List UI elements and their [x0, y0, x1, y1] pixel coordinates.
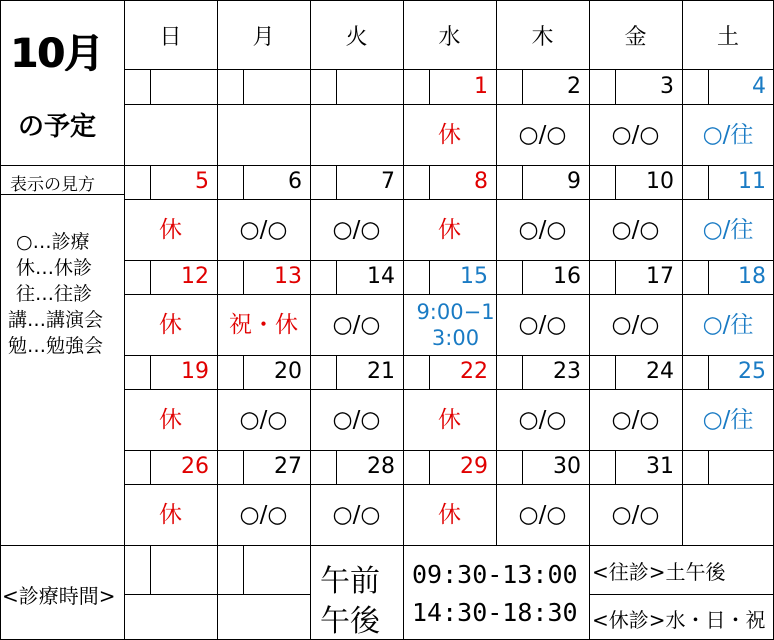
day-status: ○/○	[332, 501, 381, 528]
legend-item-housecall: 往…往診	[16, 283, 93, 305]
day-number: 30	[553, 454, 581, 479]
grid-vline	[243, 450, 244, 484]
day-status	[217, 104, 310, 165]
grid-vline	[124, 545, 125, 640]
grid-hline	[124, 260, 774, 261]
grid-vline	[124, 0, 125, 545]
grid-vline	[217, 545, 218, 640]
grid-vline	[336, 450, 337, 484]
grid-hline	[124, 165, 774, 166]
grid-vline	[496, 0, 497, 545]
grid-hline	[124, 355, 774, 356]
grid-hline	[124, 389, 774, 390]
grid-vline	[522, 450, 523, 484]
grid-vline	[336, 70, 337, 104]
pm-time: 14:30-18:30	[412, 598, 578, 627]
grid-vline	[682, 0, 683, 545]
grid-vline	[429, 355, 430, 389]
day-status: ○/往	[702, 121, 754, 148]
day-number: 15	[460, 264, 488, 289]
legend-item-consult: ○…診療	[16, 231, 90, 253]
grid-vline	[522, 165, 523, 199]
day-number: 17	[646, 264, 674, 289]
month-subtitle: の予定	[18, 112, 97, 142]
day-number: 19	[181, 359, 209, 384]
grid-vline	[615, 355, 616, 389]
hours-label: <診療時間>	[2, 584, 116, 608]
grid-vline	[522, 70, 523, 104]
day-status: ○/○	[611, 121, 660, 148]
am-label: 午前	[320, 564, 380, 599]
day-number: 14	[367, 264, 395, 289]
day-number: 28	[367, 454, 395, 479]
grid-vline	[708, 355, 709, 389]
grid-vline	[150, 450, 151, 484]
grid-vline	[243, 260, 244, 294]
day-status: 休	[438, 121, 461, 148]
grid-vline	[336, 165, 337, 199]
grid-hline	[124, 594, 310, 595]
grid-vline	[243, 165, 244, 199]
day-status: 休	[438, 406, 461, 433]
grid-hline	[124, 450, 774, 451]
grid-vline	[708, 165, 709, 199]
day-status: ○/○	[239, 406, 288, 433]
grid-vline	[150, 165, 151, 199]
grid-vline	[589, 0, 590, 545]
grid-vline	[336, 260, 337, 294]
day-status: 祝・休	[229, 311, 298, 338]
legend-item-lecture: 講…講演会	[8, 309, 104, 331]
day-status: ○/○	[332, 311, 381, 338]
day-status: ○/○	[518, 216, 567, 243]
day-number: 4	[752, 74, 766, 99]
day-status: ○/○	[518, 121, 567, 148]
weekday-fri: 金	[624, 24, 647, 50]
day-status	[124, 104, 217, 165]
day-status: ○/○	[611, 216, 660, 243]
day-number: 26	[181, 454, 209, 479]
weekday-mon: 月	[252, 24, 275, 50]
grid-vline	[403, 545, 404, 640]
day-number: 12	[181, 264, 209, 289]
grid-vline	[310, 0, 311, 545]
grid-hline	[0, 545, 774, 546]
day-number: 11	[738, 169, 766, 194]
day-status: ○/○	[239, 501, 288, 528]
grid-vline	[708, 70, 709, 104]
day-status	[682, 484, 774, 545]
grid-hline	[124, 199, 774, 200]
grid-hline	[124, 69, 774, 70]
grid-hline	[0, 165, 124, 166]
grid-vline	[615, 70, 616, 104]
grid-hline	[0, 194, 124, 195]
day-status: 休	[159, 501, 182, 528]
grid-hline	[589, 594, 774, 595]
grid-vline	[403, 0, 404, 545]
day-number	[708, 450, 774, 484]
weekday-tue: 火	[345, 24, 368, 50]
day-status: ○/○	[518, 501, 567, 528]
day-status: ○/○	[518, 406, 567, 433]
grid-vline	[522, 260, 523, 294]
day-number	[150, 70, 217, 104]
day-number: 3	[660, 74, 674, 99]
day-number	[336, 70, 403, 104]
day-number: 31	[646, 454, 674, 479]
day-number	[243, 70, 310, 104]
grid-vline	[429, 260, 430, 294]
grid-vline	[217, 0, 218, 545]
grid-vline	[708, 450, 709, 484]
day-number: 23	[553, 359, 581, 384]
closed-days: <休診>水・日・祝	[592, 608, 766, 632]
day-number: 22	[460, 359, 488, 384]
day-number: 1	[474, 74, 488, 99]
day-status: 休	[438, 501, 461, 528]
day-number: 16	[553, 264, 581, 289]
grid-vline	[243, 355, 244, 389]
day-status: 休	[159, 216, 182, 243]
legend-heading: 表示の見方	[10, 175, 95, 195]
grid-vline	[615, 260, 616, 294]
day-number: 25	[738, 359, 766, 384]
day-number: 8	[474, 169, 488, 194]
pm-label: 午後	[320, 604, 380, 639]
day-status: ○/○	[332, 216, 381, 243]
grid-vline	[310, 545, 311, 640]
day-number: 13	[274, 264, 302, 289]
grid-vline	[150, 545, 151, 594]
day-status: ○/○	[611, 406, 660, 433]
day-number: 7	[381, 169, 395, 194]
day-number: 5	[195, 169, 209, 194]
grid-vline	[429, 450, 430, 484]
day-number: 9	[567, 169, 581, 194]
day-number: 21	[367, 359, 395, 384]
day-number: 24	[646, 359, 674, 384]
grid-vline	[150, 355, 151, 389]
day-status: 9:00−13:00	[416, 299, 495, 350]
day-number: 20	[274, 359, 302, 384]
day-status: ○/往	[702, 406, 754, 433]
grid-vline	[615, 165, 616, 199]
day-status: ○/往	[702, 311, 754, 338]
weekday-sat: 土	[716, 24, 739, 50]
grid-vline	[150, 70, 151, 104]
day-status: 休	[438, 216, 461, 243]
day-number: 29	[460, 454, 488, 479]
grid-vline	[429, 165, 430, 199]
grid-vline	[150, 260, 151, 294]
grid-hline	[124, 484, 774, 485]
day-status: ○/○	[518, 311, 567, 338]
day-number: 2	[567, 74, 581, 99]
grid-hline	[124, 294, 774, 295]
day-status: 休	[159, 406, 182, 433]
grid-vline	[336, 355, 337, 389]
grid-vline	[243, 70, 244, 104]
day-status: ○/往	[702, 216, 754, 243]
day-status	[310, 104, 403, 165]
grid-vline	[708, 260, 709, 294]
day-status: ○/○	[611, 311, 660, 338]
grid-vline	[0, 0, 1, 640]
grid-vline	[589, 545, 590, 640]
day-number: 6	[288, 169, 302, 194]
legend-item-study: 勉…勉強会	[8, 335, 104, 357]
weekday-sun: 日	[159, 24, 182, 50]
day-status: ○/○	[332, 406, 381, 433]
month-title: 10月	[10, 31, 103, 77]
day-status: ○/○	[611, 501, 660, 528]
legend-item-closed: 休…休診	[16, 257, 93, 279]
grid-hline	[124, 104, 774, 105]
grid-vline	[522, 355, 523, 389]
grid-vline	[243, 545, 244, 594]
house-call-hours: <往診>土午後	[592, 560, 726, 584]
grid-vline	[615, 450, 616, 484]
day-number: 10	[646, 169, 674, 194]
day-status: 休	[159, 311, 182, 338]
grid-hline	[0, 0, 774, 1]
grid-vline	[429, 70, 430, 104]
weekday-thu: 木	[531, 24, 554, 50]
weekday-wed: 水	[438, 24, 461, 50]
day-number: 18	[738, 264, 766, 289]
day-status: ○/○	[239, 216, 288, 243]
day-number: 27	[274, 454, 302, 479]
am-time: 09:30-13:00	[412, 560, 578, 589]
